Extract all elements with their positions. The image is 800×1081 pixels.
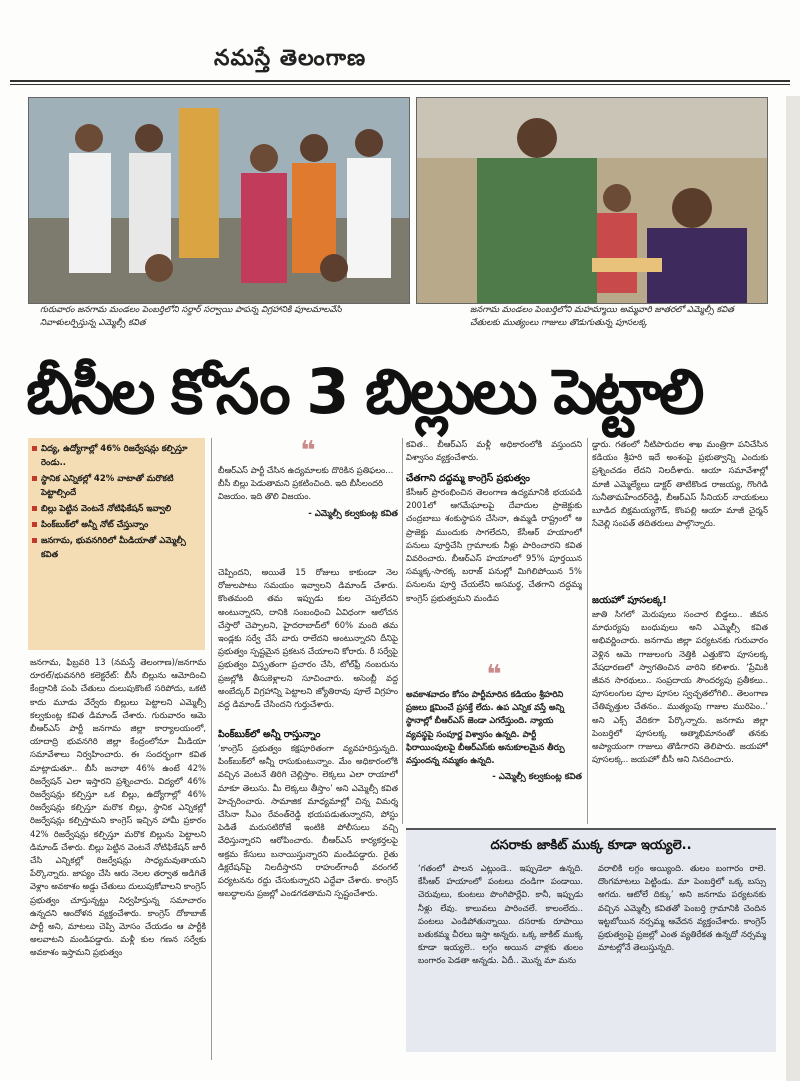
highlight-item: స్థానిక ఎన్నికల్లో 42% వాటాతో మరొకటి పెట్టాల్సిందే: [32, 472, 201, 500]
quote-box-2: [406, 662, 582, 824]
col4-subhead: జయహో పూసలక్క!: [592, 595, 667, 606]
article-col-4-bottom: జాతి సిగలో మెరుపులు సంచార బిడ్డలు.. జీవన మాధుర్యపు బంధువులు అని ఎమ్మెల్సీ కవిత అభివర్ణించారు. జనగామ జిల్లా పర్యటనకు గురువారం వెళ్లిన ఆమె గాజులంగు నెత్తికి ఎత్తుకొని పూసలక్క వేషధారణలో స్వాగతించిన వారిని కలిశారు. ‘ప్రేమికి జీవన సారథులు.. సంప్రదాయ సౌందర్యపు ప్రతీకలు.. పూసలంగుల పూల పూసల స్వచ్ఛతలోగిలి.. తెలంగాణ చేతివృత్తుల చేతనం.. ముత్యంపు గాజుల మురిపెం..’ అని ఎక్స్ వేదికగా పేర్కొన్నారు. జనగామ జిల్లా పెంబర్తిలో పూసలక్క ఆత్మాభిమానంతో తనకు అప్యాయంగా గాజులు తొడిగారని తెలిపారు. జయహో పూసలక్క.. జయహో బీసీ అని నినదించారు.: [592, 609, 768, 765]
highlight-item: పింక్‌బుక్‌లో అన్నీ నోట్ చేస్తున్నాం: [32, 518, 201, 532]
article-col-4-top: డ్డారు. గతంలో నీటిపారుదల శాఖ మంత్రిగా పనిచేసిన కడియం శ్రీహరి ఇదే అంశంపై ప్రభుత్వాన్ని ఎందుకు ప్రశ్నించడం లేదని నిలదీశారు. ఆయా సమావేశాల్లో మాజీ ఎమ్మెల్యేలు డాక్టర్ తాటికొండ రాజయ్య, గొంగిడి సునీతామహేందర్‌రెడ్డి, బీఆర్‌ఎస్ సీనియర్ నాయకులు బూడిద బిక్షమయ్యగౌడ్, కొంపల్లి ఆయా మాజీ చైర్మన్ సేవెల్లి సంపత్ తదితరులు పాల్గొన్నారు.: [592, 439, 768, 529]
quote-text: అవకాశవాదం కోసం పార్టీమారిన కడియం శ్రీహరిని ప్రజలు క్షమించే ప్రసక్తే లేదు. ఉప ఎన్నిక వస్తే అన్ని స్థానాల్లో బీఆర్‌ఎస్ జెండా ఎగరేస్తుంది. న్యాయ వ్యవస్థపై సంపూర్ణ విశ్వాసం ఉన్నది. పార్టీ ఫిరాయింపులపై బీఆర్‌ఎస్‌కు అనుకూలమైన తీర్పు వస్తుందన్న నమ్మకం ఉన్నది.: [406, 689, 565, 766]
masthead-rule-thin: [10, 84, 790, 85]
column-divider: [587, 438, 588, 824]
box-col-left: ‘గతంలో పాలన ఎట్లుండె.. ఇప్పుడెలా ఉన్నది. కేసీఆర్ హయాంలో పంటలు దండిగా పండాయి. చెరువులు, కుంటలు పొంగిపొర్లేవి. కానీ, ఇప్పుడు నీళ్లు లేవు. కాలువలు పారించలే. కాలంలేదు.. పంటలు ఎండిపోతున్నాయి. దసరాకు రూపాయి బతుకమ్మ చీరలు ఇస్తా అన్నరు. ఒక్క జాకిట్ ముక్క కూడా ఇయ్యలె.. లగ్గం అయిన వాళ్లకు తులం బంగారం పెడతా అన్నడు. ఏదీ.. మొన్న మా మను: [418, 863, 583, 966]
column-divider: [402, 438, 403, 824]
page-edge: [786, 96, 800, 1081]
photo-left-caption: గురువారం జనగామ మండలం పెంబర్తిలోని సర్దార్ సర్వాయి పాపన్న విగ్రహానికి పూలమాలవేసి నివాళులర్పిస్తున్న ఎమ్మెల్సీ కవిత: [40, 305, 342, 328]
column-divider: [211, 438, 212, 1060]
quote-mark-icon: ❝: [300, 436, 316, 466]
quote-box-1: [218, 438, 398, 548]
article-col-3-top: కవిత.. బీఆర్‌ఎస్ మళ్లీ అధికారంలోకి వస్తుందని విశ్వాసం వ్యక్తంచేశారు.: [406, 439, 582, 463]
box-col-right: వరాలికి లగ్గం అయ్యింది. తులం బంగారం రాలె. దొంగమాటలు పెట్టిండు. మా పెంబర్తిలో ఒక్క బస్సు అగదు. ఆటోలే దిక్కు’ అని జనగామ పర్యటనకు వచ్చిన ఎమ్మెల్సీ కవితతో పెంబర్తి గ్రామానికి చెందిన ఇట్టబోయిన నర్సమ్మ ఆవేదన వ్యక్తంచేశారు. కాంగ్రెస్ ప్రభుత్వంపై ప్రజల్లో ఎంత వ్యతిరేకత ఉన్నదో నర్సమ్మ మాటల్లోనే తెలుస్తున్నది.: [598, 863, 766, 953]
highlights-box: [28, 438, 205, 650]
quote-mark-icon: ❝: [486, 660, 502, 690]
quote-text: బీఆర్‌ఎస్ పార్టీ చేసిన ఉద్యమాలకు దొరికిన ప్రతిఫలం... బీసీ బిల్లు పెడుతామని ప్రకటించింది. ఇది బీసీలందరి విజయం. ఇది తొలి విజయం.: [218, 465, 394, 502]
article-col-2-top: చెప్పిందని, అయితే 15 రోజులు కాకుండా నెల రోజులపాటు సమయం ఇవ్వాలని డిమాండ్ చేశారు. కొంతమంది తమ ఇప్పుడు కుల చెప్పలేదని అంటున్నారని, దానికి సంబంధించి ఏవిధంగా ఆలోచన చేస్తారో చెప్పాలని, హైదరాబాద్‌లో 60% మంది తమ ఇండ్లకు సర్వే చేసే వారు రాలేదని అంటున్నారని దీనిపై ప్రభుత్వం స్పష్టమైన ప్రకటన చేయాలని కోరారు. రీ సర్వేపై ప్రభుత్వం విస్తృతంగా ప్రచారం చేసి, టోల్‌ఫ్రీ నంబరును ప్రజల్లోకి తీసుకెళ్లాలని సూచించారు. అసెంబ్లీ వద్ద అంబేద్కర్ విగ్రహాన్ని పెట్టాలని జ్యోతిరావు పూలే విగ్రహం వద్ద డిమాండ్ చేసిందని గుర్తుచేశారు.: [218, 567, 398, 710]
article-col-3-mid: కేసీఆర్ ప్రారంభించిన తెలంగాణ ఉద్యమానికి భయపడి 2001లో ఆగమేఘాలపై దేవాదుల ప్రాజెక్టుకు చంద్రబాబు శంకుస్థాపన చేసినా, ఉమ్మడి రాష్ట్రంలో ఆ ప్రాజెక్టు ముందుకు సాగలేదని, కేసీఆర్ హయాంలో పనులు పూర్తిచేసి గ్రామాలకు నీళ్లు పారించారని కవిత వివరించారు. బీఆర్‌ఎస్ హయాంలో 95% పూర్తయిన సమ్మక్క-సారక్క బరాజ్ పనుల్లో మిగిలిపోయిన 5% పనులను పూర్తి చేయలేని అసమర్థ, చేతగాని దద్దమ్మ కాంగ్రెస్ ప్రభుత్వమని మండిప: [406, 487, 582, 603]
sidebar-story-box: [406, 828, 776, 1052]
photo-right: [416, 97, 768, 304]
newspaper-brand: నమస్తే తెలంగాణ: [214, 46, 367, 71]
quote-signature: - ఎమ్మెల్సీ కల్వకుంట్ల కవిత: [308, 508, 398, 519]
highlight-item: విద్య, ఉద్యోగాల్లో 46% రిజర్వేషన్లు కల్పిస్తూ రెండు..: [32, 442, 201, 470]
article-col-1: జనగామ, ఫిబ్రవరి 13 (నమస్తే తెలంగాణ)/జనగామ రూరల్/భువనగిరి కలెక్టరేట్: బీసీ బిల్లును ఆమోదించి కేంద్రానికి పంపి చేతులు దులుపుకొంటే సరిపోదు, ఒకటి కాదు మూడు వేర్వేరు బిల్లులు పెట్టాలని ఎమ్మెల్సీ కల్వకుంట్ల కవిత డిమాండ్ చేశారు. గురువారం ఆమె బీఆర్‌ఎస్ పార్టీ జనగామ జిల్లా కార్యాలయంలో, యాదాద్రి భువనగిరి జిల్లా కేంద్రంలోనూ మీడియా సమావేశాలు నిర్వహించారు. ఈ సందర్భంగా కవిత మాట్లాడుతూ.. బీసీ జనాభా 46% ఉంటే 42% రిజర్వేషన్ ఎలా ఇస్తారని ప్రశ్నించారు. విద్యలో 46% రిజర్వేషన్లు కల్పిస్తూ ఒక బిల్లు, ఉద్యోగాల్లో 46% రిజర్వేషన్లు కల్పిస్తూ మరొక బిల్లు, స్థానిక ఎన్నికల్లో రిజర్వేషన్లు కల్పిస్తామని కాంగ్రెస్ ఇచ్చిన హామీ ప్రకారం 42% రిజర్వేషన్లు కల్పిస్తూ మరొక బిల్లును పెట్టాలని డిమాండ్ చేశారు. బిల్లు పెట్టిన వెంటనే నోటిఫికేషన్ జారీ చేసి ఎన్నికల్లో రిజర్వేషన్లు సాధ్యమవుతాయని పేర్కొన్నారు. జాప్యం చేసి ఆరు నెలల తర్వాత అడిగితే వెళ్లాం అవకాశం అడ్డు చేతులు దులుపుకోవాలని కాంగ్రెస్ ప్రభుత్వం చూస్తున్నట్టు నిర్వహిస్తున్న సమాచారం ఉన్నదని ఆందోళన వ్యక్తంచేశారు. కాంగ్రెస్ దోకాబాజ్ పార్టీ అని, మాటలు చెప్పి మోసం చేయడం ఆ పార్టీకి అలవాటని మండిపడ్డారు. మళ్లీ కుల గణన సర్వేకు అవకాశం ఇస్తామని ప్రభుత్వం: [30, 657, 206, 958]
quote-signature: - ఎమ్మెల్సీ కల్వకుంట్ల కవిత: [492, 772, 582, 783]
article-col-2-bottom: ‘కాంగ్రెస్ ప్రభుత్వం కక్షపూరితంగా వ్యవహరిస్తున్నది. పింక్‌బుక్‌లో అన్నీ రాసుకుంటున్నాం. మేం అధికారంలోకి వచ్చిన వెంటనే తిరిగి చెల్లిస్తాం. లెక్కలు ఎలా రాయాలో మాకూ తెలుసు. మీ లెక్కలు తీస్తాం’ అని ఎమ్మెల్సీ కవిత హెచ్చరించారు. సామాజిక మాధ్యమాల్లో చిన్న విమర్శ చేసినా సీఎం రేవంత్‌రెడ్డి భయపడుతున్నారని, పోస్టు పెడితే మరుసటిరోజే ఇంటికి పోలీసులు వచ్చి వేధిస్తున్నారని ఆరోపించారు. బీఆర్‌ఎస్ కార్యకర్తలపై అక్రమ కేసులు బనాయిస్తున్నారని మండిపడ్డారు. రైతు డిక్లరేషన్‌పై నిలదీస్తారని రాహుల్‌గాంధీ వరంగల్ పర్యటనను రద్దు చేసుకున్నారని ఎద్దేవా చేశారు. కాంగ్రెస్ అబద్ధాలను ప్రజల్లో ఎండగడతామని స్పష్టంచేశారు.: [218, 743, 398, 899]
main-headline: బీసీల కోసం 3 బిల్లులు పెట్టాలి: [26, 355, 702, 428]
col3-subhead: చేతగాని దద్దమ్మ కాంగ్రెస్ ప్రభుత్వం: [406, 473, 530, 484]
box-title: దసరాకు జాకిట్ ముక్క కూడా ఇయ్యలె..: [490, 838, 692, 853]
photo-right-caption: జనగామ మండలం పెంబర్తిలోని మహమ్మాయి అమ్మవారి జాతరలో ఎమ్మెల్సీ కవిత చేతులకు ముత్యంలు గాజులు తొడుగుతున్న పూసలక్క: [470, 305, 734, 328]
highlight-item: బిల్లు పెట్టిన వెంటనే నోటిఫికేషన్ ఇవ్వాలి: [32, 502, 201, 516]
highlight-item: జనగామ, భువనగిరిలో మీడియాతో ఎమ్మెల్సీ కవిత: [32, 534, 201, 562]
masthead-rule: [10, 80, 790, 82]
photo-left: [28, 97, 410, 304]
col2-subhead: పింక్‌బుక్‌లో అన్నీ రాస్తున్నాం: [218, 729, 321, 740]
